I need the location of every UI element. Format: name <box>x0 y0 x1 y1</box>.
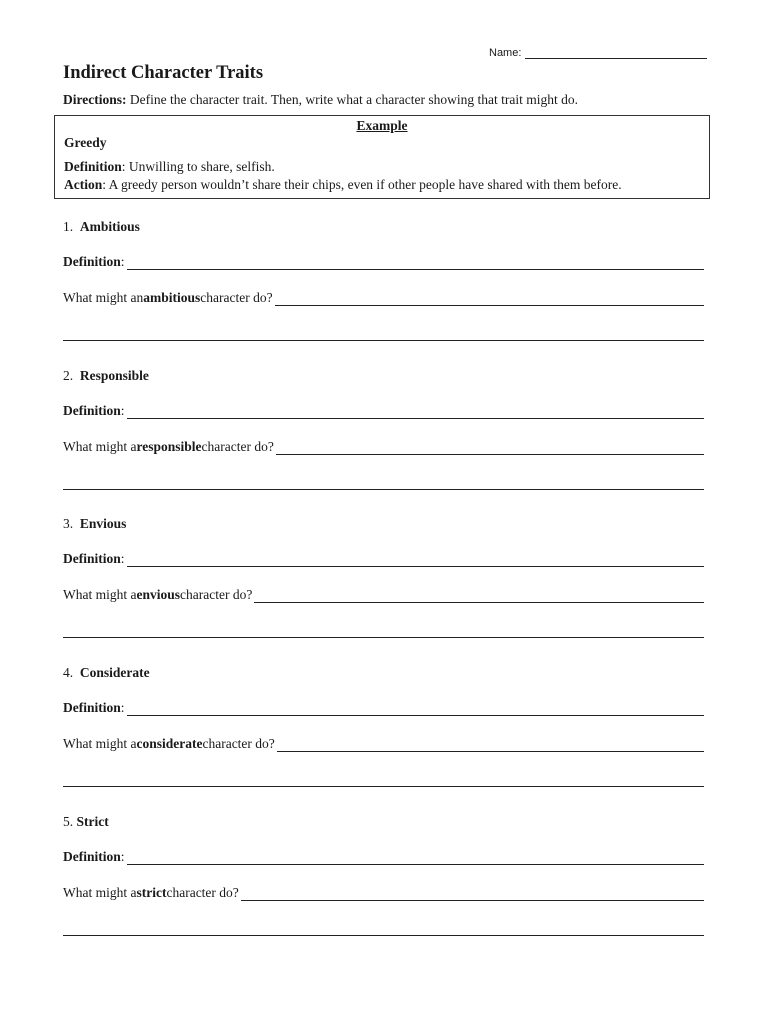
example-action <box>64 177 622 193</box>
definition-label: Definition <box>63 403 121 418</box>
question-item <box>63 665 704 795</box>
definition-colon: : <box>120 551 125 566</box>
definition-row <box>63 551 704 567</box>
item-number: 3. <box>63 516 74 531</box>
question-answer-line[interactable] <box>241 886 704 901</box>
page-title: Indirect Character Traits <box>63 63 264 83</box>
question-trait: strict <box>136 885 167 900</box>
directions-label: Directions: <box>63 92 127 107</box>
definition-answer-line[interactable] <box>127 850 704 865</box>
question-suffix: character do? <box>180 587 253 602</box>
question-trait: responsible <box>136 439 202 454</box>
example-definition <box>64 159 275 175</box>
question-prefix: What might a <box>63 885 137 900</box>
question-trait: considerate <box>136 736 203 751</box>
definition-row <box>63 700 704 716</box>
item-heading <box>63 814 109 830</box>
definition-label: Definition <box>63 700 121 715</box>
question-item <box>63 219 704 349</box>
definition-answer-line[interactable] <box>127 255 704 270</box>
question-row <box>63 290 704 306</box>
name-field[interactable] <box>489 46 707 59</box>
definition-colon: : <box>120 700 125 715</box>
extra-answer-line[interactable] <box>63 340 704 341</box>
example-word: Greedy <box>64 135 107 150</box>
item-number: 2. <box>63 368 74 383</box>
question-trait: envious <box>136 587 180 602</box>
question-item <box>63 368 704 498</box>
question-suffix: character do? <box>200 290 273 305</box>
directions-text: Define the character trait. Then, write what a character showing that trait might do. <box>126 92 578 107</box>
extra-answer-line[interactable] <box>63 489 704 490</box>
example-box <box>54 115 710 199</box>
question-answer-line[interactable] <box>277 737 704 752</box>
definition-row <box>63 254 704 270</box>
definition-colon: : <box>120 254 125 269</box>
example-action-text: : A greedy person wouldn’t share their chips, even if other people have shared with them before. <box>102 177 622 192</box>
definition-answer-line[interactable] <box>127 404 704 419</box>
item-heading <box>63 219 140 235</box>
item-heading <box>63 368 149 384</box>
definition-colon: : <box>120 403 125 418</box>
definition-answer-line[interactable] <box>127 701 704 716</box>
extra-answer-line[interactable] <box>63 935 704 936</box>
definition-label: Definition <box>63 551 121 566</box>
name-blank-line[interactable] <box>525 46 707 59</box>
question-answer-line[interactable] <box>275 291 704 306</box>
question-row <box>63 885 704 901</box>
definition-row <box>63 403 704 419</box>
question-answer-line[interactable] <box>254 588 704 603</box>
extra-answer-line[interactable] <box>63 637 704 638</box>
question-item <box>63 814 704 944</box>
question-prefix: What might a <box>63 439 137 454</box>
question-item <box>63 516 704 646</box>
directions <box>63 92 578 108</box>
question-row <box>63 439 704 455</box>
item-trait: Considerate <box>79 665 150 680</box>
example-heading: Example <box>356 118 408 133</box>
example-action-label: Action <box>64 177 103 192</box>
question-prefix: What might a <box>63 587 137 602</box>
question-trait: ambitious <box>143 290 201 305</box>
question-suffix: character do? <box>166 885 239 900</box>
question-suffix: character do? <box>202 736 275 751</box>
item-number: 5. <box>63 814 74 829</box>
definition-colon: : <box>120 849 125 864</box>
question-row <box>63 587 704 603</box>
name-label: Name: <box>489 47 522 59</box>
item-number: 1. <box>63 219 74 234</box>
definition-answer-line[interactable] <box>127 552 704 567</box>
item-number: 4. <box>63 665 74 680</box>
example-definition-label: Definition <box>64 159 122 174</box>
item-trait: Envious <box>79 516 127 531</box>
item-trait: Responsible <box>79 368 149 383</box>
question-row <box>63 736 704 752</box>
definition-label: Definition <box>63 849 121 864</box>
example-definition-text: : Unwilling to share, selfish. <box>121 159 275 174</box>
question-prefix: What might a <box>63 736 137 751</box>
definition-label: Definition <box>63 254 121 269</box>
question-prefix: What might an <box>63 290 144 305</box>
item-trait: Strict <box>76 814 109 829</box>
question-answer-line[interactable] <box>276 440 704 455</box>
item-heading <box>63 665 150 681</box>
question-suffix: character do? <box>201 439 274 454</box>
extra-answer-line[interactable] <box>63 786 704 787</box>
definition-row <box>63 849 704 865</box>
item-heading <box>63 516 126 532</box>
item-trait: Ambitious <box>79 219 140 234</box>
